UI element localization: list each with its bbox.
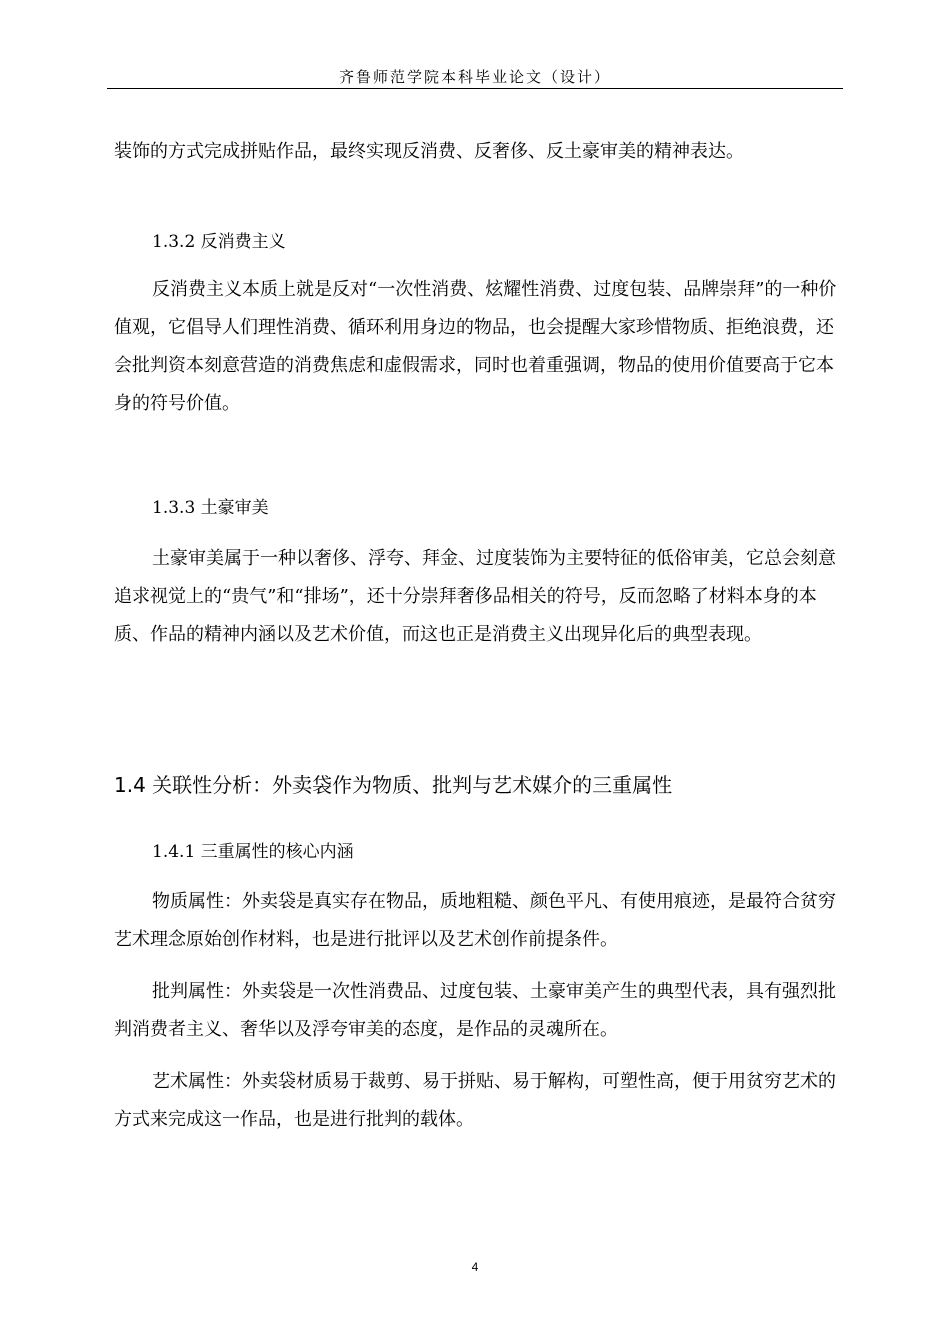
heading-1-4-1: 1.4.1 三重属性的核心内涵	[152, 842, 354, 862]
heading-1-3-3: 1.3.3 土豪审美	[152, 498, 269, 518]
paragraph-artistic-attribute: 艺术属性：外卖袋材质易于裁剪、易于拼贴、易于解构，可塑性高，便于用贫穷艺术的方式来完成这一作品，也是进行批判的载体。	[114, 1071, 836, 1130]
paragraph-material-attribute: 物质属性：外卖袋是真实存在物品，质地粗糙、颜色平凡、有使用痕迹，是最符合贫穷艺术理念原始创作材料，也是进行批评以及艺术创作前提条件。	[114, 891, 836, 950]
paragraph-tuhao-aesthetics: 土豪审美属于一种以奢侈、浮夸、拜金、过度装饰为主要特征的低俗审美，它总会刻意追求视觉上的“贵气”和“排场”，还十分崇拜奢侈品相关的符号，反而忽略了材料本身的本质、作品的精神内涵以及艺术价值，而这也正是消费主义出现异化后的典型表现。	[114, 548, 836, 645]
paragraph-continuation: 装饰的方式完成拼贴作品，最终实现反消费、反奢侈、反土豪审美的精神表达。	[114, 141, 744, 162]
running-header: 齐鲁师范学院本科毕业论文（设计）	[338, 68, 611, 86]
heading-1-3-2: 1.3.2 反消费主义	[152, 232, 286, 252]
header-rule	[107, 88, 843, 89]
paragraph-anti-consumerism: 反消费主义本质上就是反对“一次性消费、炫耀性消费、过度包装、品牌崇拜”的一种价值观，它倡导人们理性消费、循环利用身边的物品，也会提醒大家珍惜物质、拒绝浪费，还会批判资本刻意营造的消费焦虑和虚假需求，同时也着重强调，物品的使用价值要高于它本身的符号价值。	[114, 279, 837, 414]
page-number: 4	[471, 1260, 479, 1274]
heading-1-4: 1.4 关联性分析：外卖袋作为物质、批判与艺术媒介的三重属性	[114, 773, 673, 797]
paragraph-critical-attribute: 批判属性：外卖袋是一次性消费品、过度包装、土豪审美产生的典型代表，具有强烈批判消费者主义、奢华以及浮夸审美的态度，是作品的灵魂所在。	[114, 981, 836, 1040]
